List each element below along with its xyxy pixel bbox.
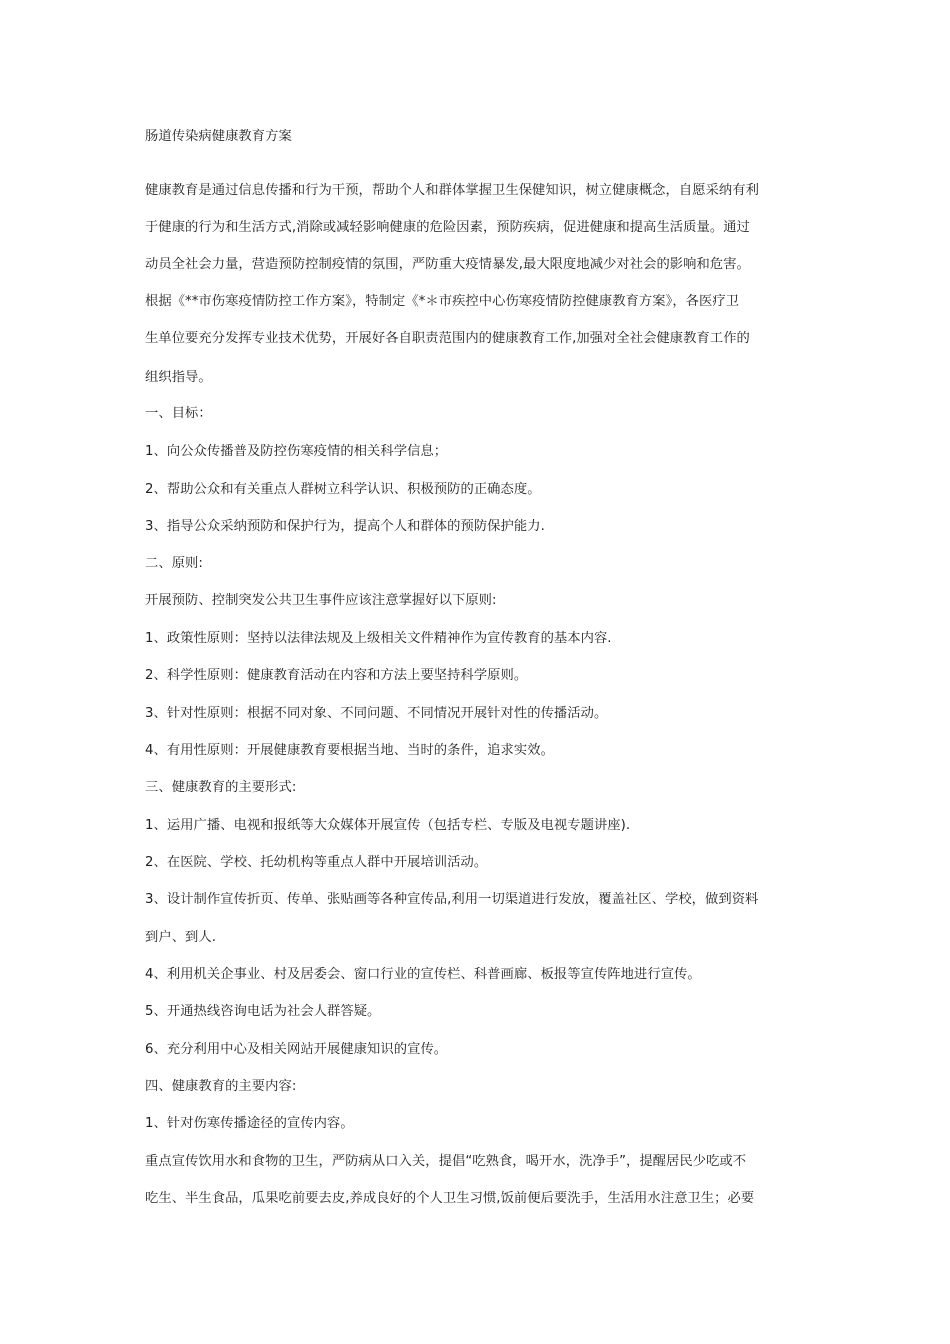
list-item: 4、有用性原则：开展健康教育要根据当地、当时的条件，追求实效。 [145, 743, 554, 758]
list-item: 2、在医院、学校、托幼机构等重点人群中开展培训活动。 [145, 855, 488, 870]
list-item: 6、充分利用中心及相关网站开展健康知识的宣传。 [145, 1042, 448, 1057]
list-item: 1、运用广播、电视和报纸等大众媒体开展宣传（包括专栏、专版及电视专题讲座). [145, 818, 631, 833]
list-item: 2、帮助公众和有关重点人群树立科学认识、积极预防的正确态度。 [145, 482, 541, 497]
list-item: 1、向公众传播普及防控伤寒疫情的相关科学信息； [145, 444, 448, 459]
paragraph-line: 生单位要充分发挥专业技术优势，开展好各自职责范围内的健康教育工作,加强对全社会健康教育工作的 [145, 331, 750, 346]
list-item: 2、科学性原则：健康教育活动在内容和方法上要坚持科学原则。 [145, 668, 528, 683]
paragraph-line: 健康教育是通过信息传播和行为干预，帮助个人和群体掌握卫生保健知识，树立健康概念，自愿采纳有利 [145, 183, 759, 198]
paragraph-line: 于健康的行为和生活方式,消除或减轻影响健康的危险因素，预防疾病，促进健康和提高生活质量。通过 [145, 220, 750, 235]
list-item: 5、开通热线咨询电话为社会人群答疑。 [145, 1004, 381, 1019]
paragraph-line: 开展预防、控制突发公共卫生事件应该注意掌握好以下原则: [145, 593, 497, 608]
paragraph-line: 吃生、半生食品，瓜果吃前要去皮,养成良好的个人卫生习惯,饭前便后要洗手，生活用水注意卫生；必要 [145, 1191, 755, 1206]
paragraph-line: 根据《**市伤寒疫情防控工作方案》，特制定《*＊市疾控中心伤寒疫情防控健康教育方案》，各医疗卫 [145, 294, 740, 309]
section-heading: 三、健康教育的主要形式: [145, 780, 297, 795]
paragraph-line: 动员全社会力量，营造预防控制疫情的氛围，严防重大疫情暴发,最大限度地减少对社会的影响和危害。 [145, 257, 750, 272]
list-item: 4、利用机关企事业、村及居委会、窗口行业的宣传栏、科普画廊、板报等宣传阵地进行宣传。 [145, 967, 701, 982]
list-item: 1、政策性原则：坚持以法律法规及上级相关文件精神作为宣传教育的基本内容. [145, 631, 612, 646]
list-item: 3、设计制作宣传折页、传单、张贴画等各种宣传品,利用一切渠道进行发放，覆盖社区、学校，做到资料 [145, 892, 759, 907]
list-item: 3、针对性原则：根据不同对象、不同问题、不同情况开展针对性的传播活动。 [145, 706, 608, 721]
section-heading: 二、原则: [145, 556, 203, 571]
list-item-continuation: 到户、到人. [145, 930, 217, 945]
list-item: 3、指导公众采纳预防和保护行为，提高个人和群体的预防保护能力. [145, 519, 545, 534]
list-item: 1、针对伤寒传播途径的宣传内容。 [145, 1116, 354, 1131]
document-title: 肠道传染病健康教育方案 [145, 129, 292, 144]
paragraph-line: 组织指导。 [145, 370, 212, 385]
section-heading: 一、目标： [145, 406, 212, 421]
section-heading: 四、健康教育的主要内容: [145, 1079, 297, 1094]
paragraph-line: 重点宣传饮用水和食物的卫生，严防病从口入关，提倡“吃熟食，喝开水，洗净手”，提醒居民少吃或不 [145, 1154, 747, 1169]
